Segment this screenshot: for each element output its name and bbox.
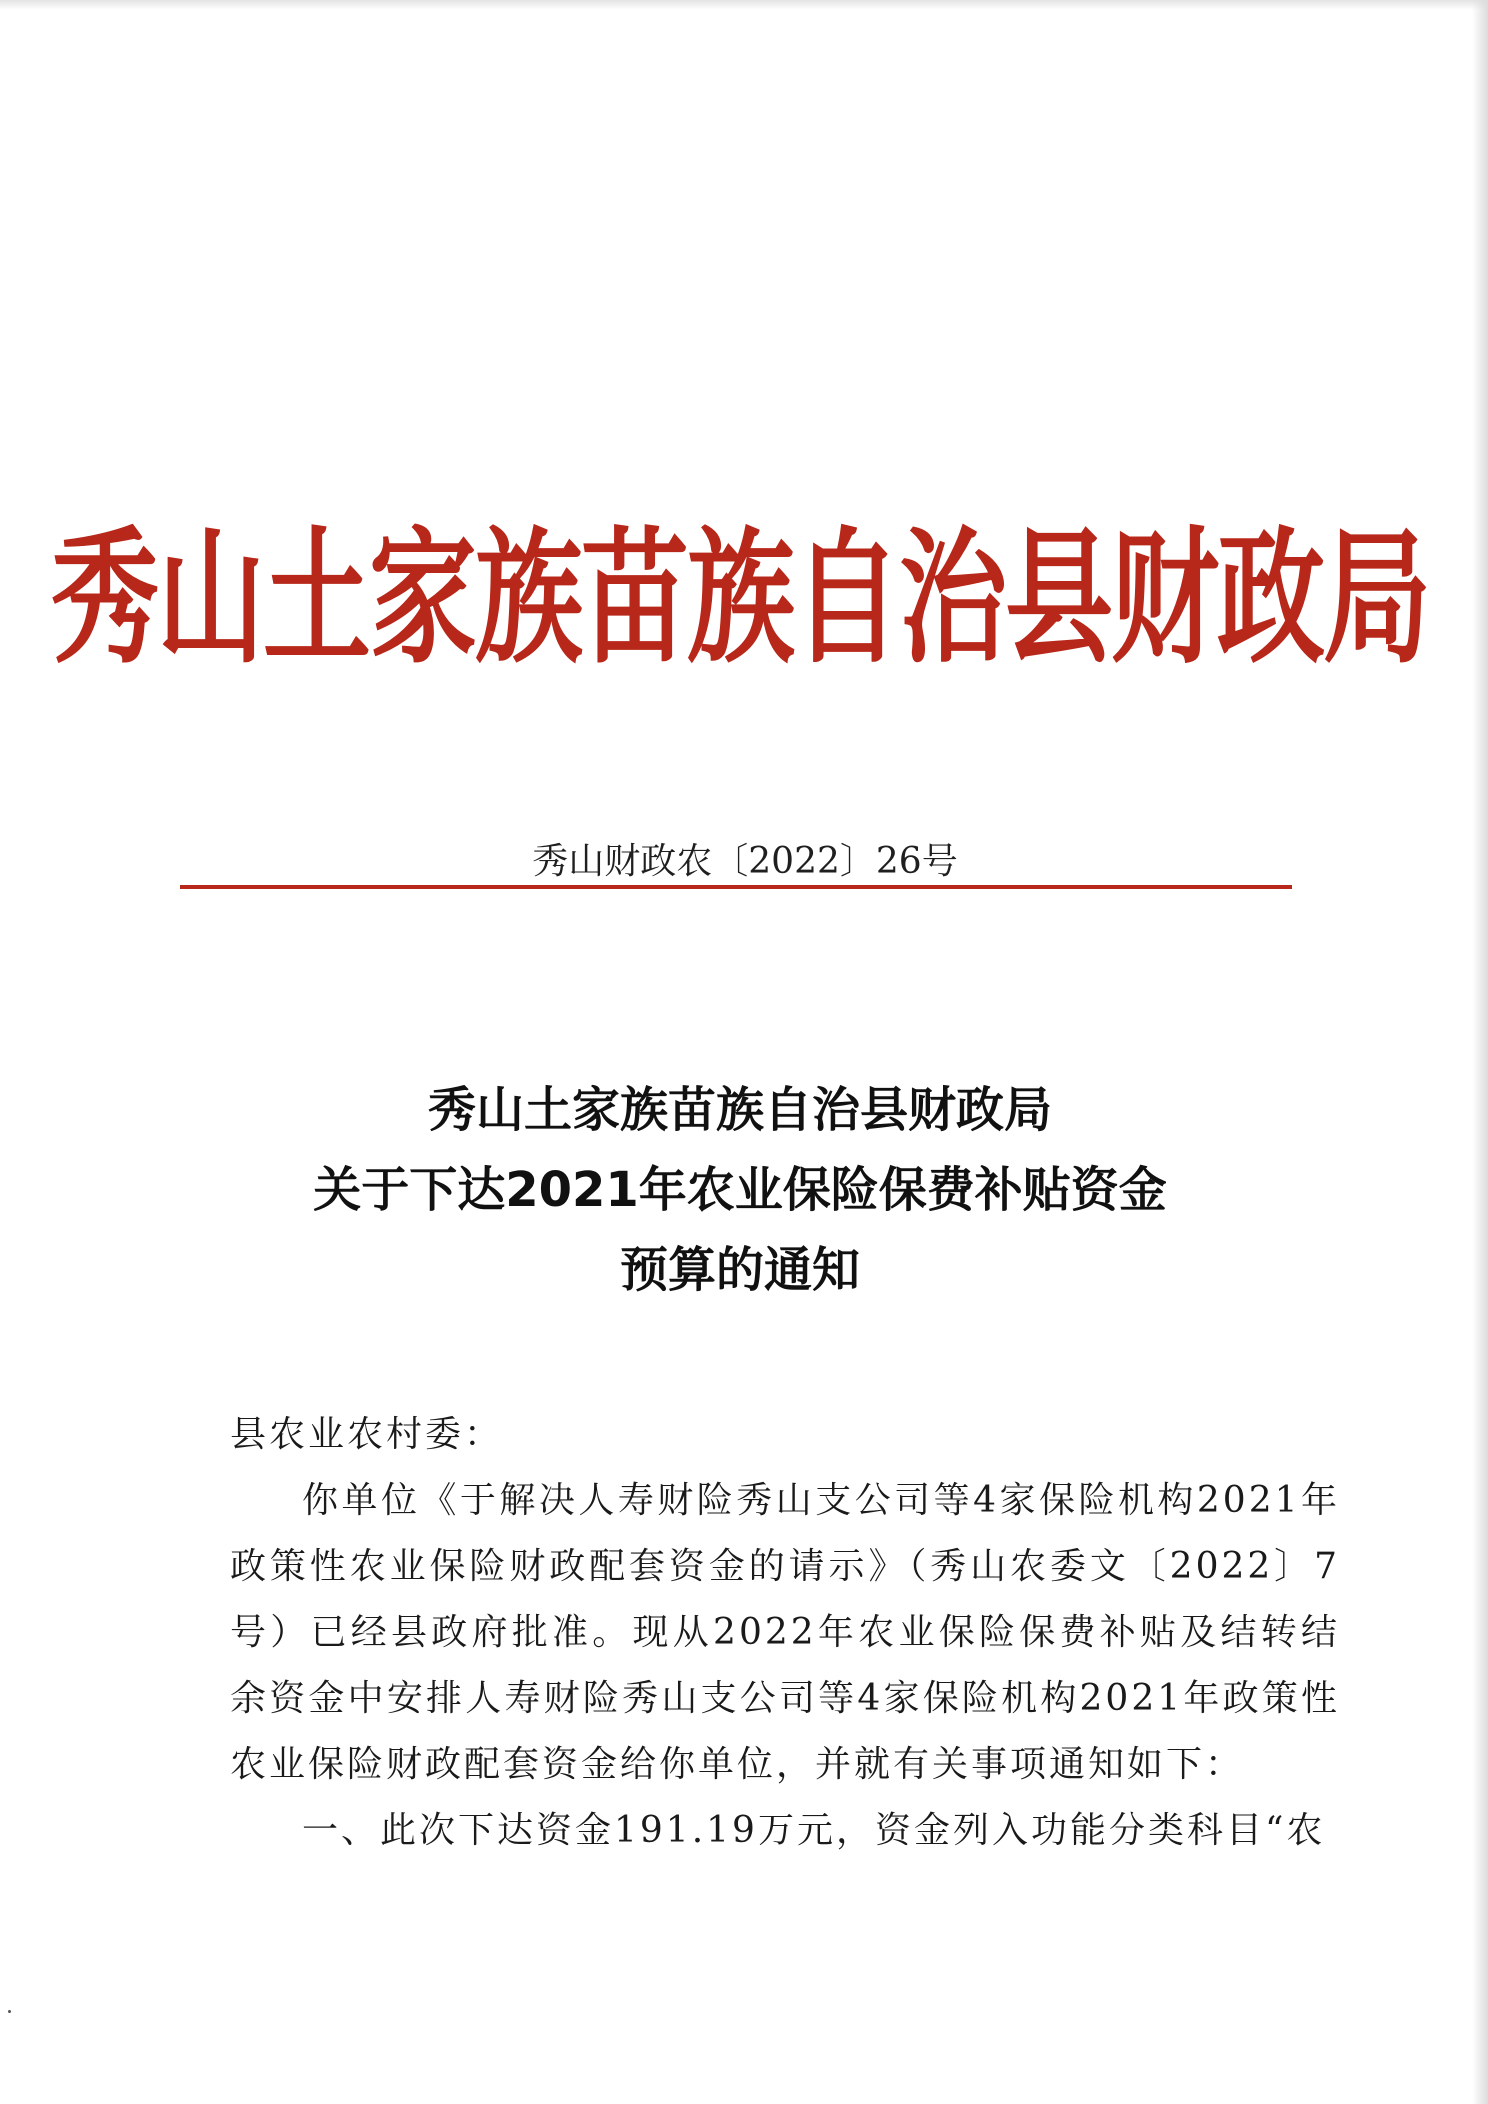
scan-edge-right [1472,0,1488,2104]
body-paragraph-1: 你单位《于解决人寿财险秀山支公司等4家保险机构2021年政策性农业保险财政配套资金的请示》（秀山农委文〔2022〕7号）已经县政府批准。现从2022年农业保险保费补贴及结转结余资金中安排人寿财险秀山支公司等4家保险机构2021年政策性农业保险财政配套资金给你单位，并就有关事项通知如下： [230,1480,1340,1785]
body-paragraph-2: 一、此次下达资金191.19万元，资金列入功能分类科目“农 [302,1810,1326,1851]
document-title [200,1070,1280,1310]
scan-speck [8,2010,11,2013]
red-divider-rule [180,885,1292,889]
letterhead-org-name: 秀山土家族苗族自治县财政局 [51,514,1430,684]
title-line-2: 关于下达2021年农业保险保费补贴资金 [313,1162,1167,1218]
document-number: 秀山财政农〔2022〕26号 [532,841,958,882]
salutation: 县农业农村委： [230,1414,504,1455]
title-line-1: 秀山土家族苗族自治县财政局 [427,1082,1052,1138]
scan-edge-top [0,0,1488,10]
title-line-3: 预算的通知 [619,1242,860,1298]
document-body [230,1402,1340,1864]
